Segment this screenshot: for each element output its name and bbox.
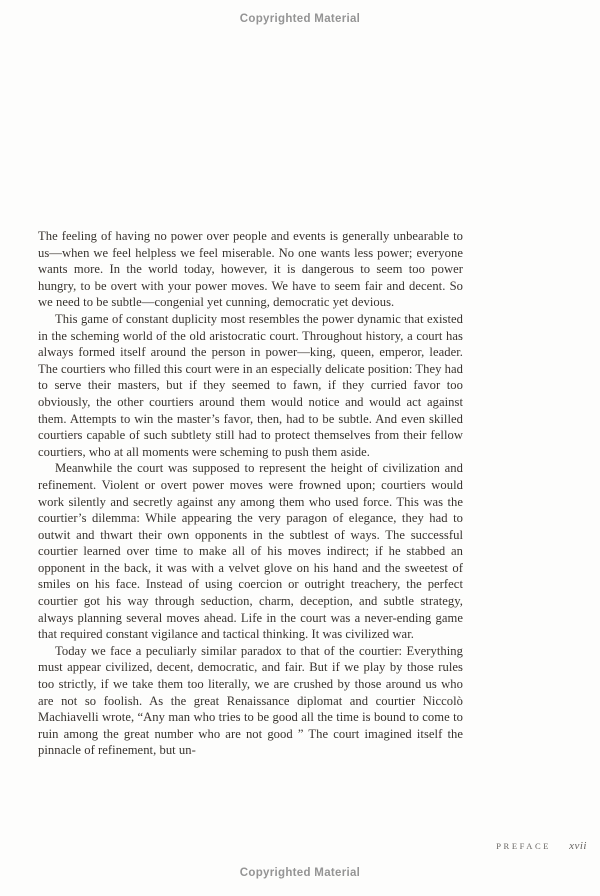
paragraph-2: This game of constant duplicity most resembles the power dynamic that existed in the scheming world of the old aristocratic court. Throughout history, a court has always formed itself around the person in power—king, queen, emperor, leader. The courtiers who filled this court were in an especially delicate position: They had to serve their masters, but if they seemed to fawn, if they curried favor too obviously, the other courtiers around them would notice and would act against them. Attempts to win the master’s favor, then, had to be subtle. And even skilled courtiers capable of such subtlety still had to protect themselves from their fellow courtiers, who at all moments were scheming to push them aside. — [38, 311, 463, 459]
paragraph-1: The feeling of having no power over people and events is generally unbearable to us—when we feel helpless we feel miserable. No one wants less power; everyone wants more. In the world today, however, it is dangerous to seem too power hungry, to be overt with your power moves. We have to seem fair and decent. So we need to be subtle—congenial yet cunning, democratic yet devious. — [38, 229, 463, 310]
footer-section-label: PREFACE — [496, 841, 552, 851]
paragraph-3: Meanwhile the court was supposed to represent the height of civilization and refinement. Violent or overt power moves were frowned upon; courtiers would work silently and secretly against any among them who used force. This was the courtier’s dilemma: While appearing the very paragon of elegance, they had to outwit and thwart their own opponents in the subtlest of ways. The successful courtier learned over time to make all of his moves indirect; if he stabbed an opponent in the back, it was with a velvet glove on his hand and the sweetest of smiles on his face. Instead of using coercion or outright treachery, the perfect courtier got his way through seduction, charm, deception, and subtle strategy, always planning several moves ahead. Life in the court was a never-ending game that required constant vigilance and tactical thinking. It was civilized war. — [38, 461, 463, 642]
page-body — [38, 228, 463, 759]
footer-page-number: xvii — [569, 840, 587, 852]
running-footer — [496, 836, 587, 854]
paragraph-4: Today we face a peculiarly similar paradox to that of the courtier: Everything must appear civilized, decent, democratic, and fair. But if we play by those rules too strictly, if we take them too literally, we are crushed by those around us who are not so foolish. As the great Renaissance diplomat and courtier Niccolò Machiavelli wrote, “Any man who tries to be good all the time is bound to come to ruin among the great number who are not good ” The court imagined itself the pinnacle of refinement, but un- — [38, 643, 463, 758]
copyright-notice-top: Copyrighted Material — [239, 13, 361, 25]
copyright-notice-bottom: Copyrighted Material — [239, 867, 361, 879]
